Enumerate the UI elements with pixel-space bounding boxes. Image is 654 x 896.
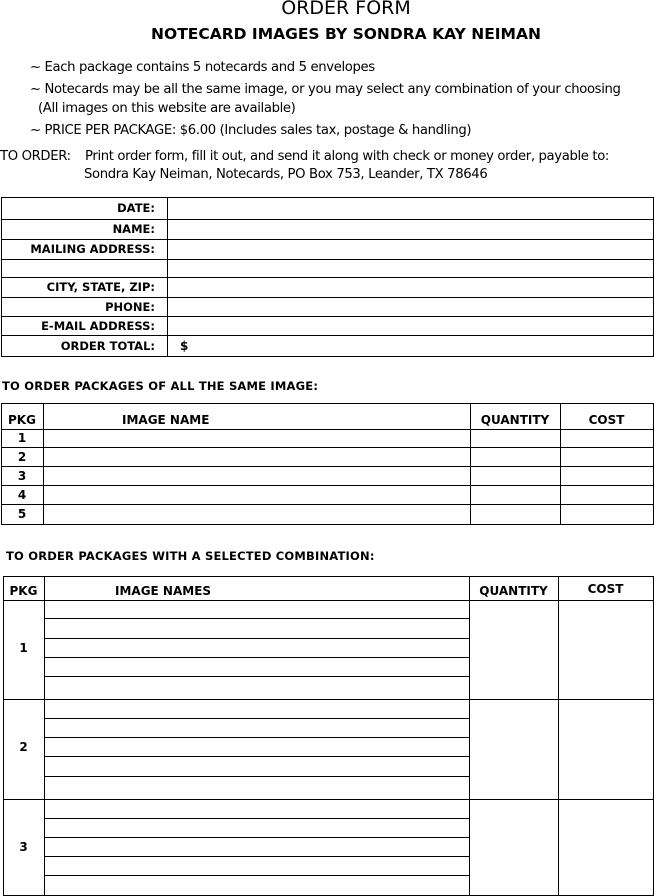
cost-input[interactable] (561, 466, 653, 485)
image-name-input[interactable] (45, 838, 469, 856)
image-name-input[interactable] (45, 757, 469, 776)
image-name-input[interactable] (44, 504, 470, 524)
pkg-number: 3 (19, 840, 28, 854)
to-order-label: TO ORDER: (0, 149, 71, 164)
header-quantity: QUANTITY (480, 413, 550, 427)
page-title: ORDER FORM (281, 0, 411, 19)
mailing-address-text: Sondra Kay Neiman, Notecards, PO Box 753, Leander, TX 78646 (84, 167, 488, 182)
quantity-input[interactable] (471, 429, 560, 447)
form-field-label: E-MAIL ADDRESS: (41, 318, 155, 333)
form-field-input[interactable] (180, 297, 650, 316)
image-name-input[interactable] (45, 719, 469, 737)
quantity-input[interactable] (470, 700, 558, 795)
pkg-number: 4 (17, 487, 27, 502)
form-field-input[interactable] (180, 197, 650, 219)
quantity-input[interactable] (471, 485, 560, 504)
image-name-input[interactable] (45, 777, 469, 795)
form-field-label: NAME: (112, 222, 155, 236)
pkg-number: 1 (17, 431, 27, 445)
form-field-label (1, 259, 167, 277)
form-field-label: MAILING ADDRESS: (30, 242, 155, 256)
to-order-text: Print order form, fill it out, and send it along with check or money order, payable to: (85, 149, 610, 164)
page-subtitle: NOTECARD IMAGES BY SONDRA KAY NEIMAN (151, 25, 541, 43)
form-field-label: ORDER TOTAL: (60, 338, 155, 353)
cost-input[interactable] (561, 485, 653, 504)
form-field-input[interactable] (180, 219, 650, 239)
pkg-number: 3 (17, 468, 27, 483)
form-field-label: CITY, STATE, ZIP: (46, 280, 155, 294)
pkg-number: 2 (17, 449, 27, 464)
header-pkg: PKG (8, 413, 36, 427)
image-name-input[interactable] (45, 601, 469, 618)
cost-input[interactable] (561, 504, 653, 524)
cost-input[interactable] (561, 429, 653, 447)
form-field-label: PHONE: (105, 299, 155, 314)
cost-input[interactable] (559, 601, 653, 695)
header-image-names: IMAGE NAMES (115, 584, 212, 598)
combination-heading: TO ORDER PACKAGES WITH A SELECTED COMBINATION: (6, 549, 375, 563)
image-name-input[interactable] (45, 677, 469, 695)
form-field-label: DATE: (117, 201, 155, 215)
form-field-input[interactable] (180, 277, 650, 297)
header-cost: COST (588, 413, 625, 427)
image-name-input[interactable] (45, 700, 469, 718)
cost-input[interactable] (559, 800, 653, 895)
image-name-input[interactable] (45, 876, 469, 895)
image-name-input[interactable] (45, 619, 469, 638)
quantity-input[interactable] (471, 447, 560, 466)
image-name-input[interactable] (45, 819, 469, 837)
quantity-input[interactable] (471, 504, 560, 524)
image-name-input[interactable] (45, 800, 469, 818)
image-name-input[interactable] (44, 447, 470, 466)
image-name-input[interactable] (44, 466, 470, 485)
same-image-heading: TO ORDER PACKAGES OF ALL THE SAME IMAGE: (2, 379, 319, 393)
header-pkg: PKG (9, 584, 38, 598)
quantity-input[interactable] (471, 466, 560, 485)
quantity-input[interactable] (470, 601, 558, 695)
info-bullet-1: ~ Each package contains 5 notecards and 5 envelopes (30, 60, 375, 75)
pkg-number: 1 (19, 640, 28, 655)
image-name-input[interactable] (44, 485, 470, 504)
quantity-input[interactable] (470, 800, 558, 895)
pkg-number: 5 (17, 507, 27, 521)
form-field-input[interactable] (180, 259, 650, 277)
form-field-input[interactable] (180, 239, 650, 259)
form-field-input[interactable]: $ (180, 338, 189, 353)
image-name-input[interactable] (45, 738, 469, 756)
form-field-input[interactable] (180, 316, 650, 335)
pkg-number: 2 (19, 740, 28, 754)
image-name-input[interactable] (45, 857, 469, 875)
image-name-input[interactable] (45, 658, 469, 676)
header-quantity: QUANTITY (479, 584, 548, 598)
image-name-input[interactable] (45, 639, 469, 657)
header-cost: COST (587, 582, 624, 596)
header-image-name: IMAGE NAME (122, 413, 210, 427)
image-name-input[interactable] (44, 429, 470, 447)
info-bullet-2-note: (All images on this website are available) (38, 101, 296, 116)
info-bullet-3: ~ PRICE PER PACKAGE: $6.00 (Includes sales tax, postage & handling) (30, 123, 472, 138)
cost-input[interactable] (561, 447, 653, 466)
cost-input[interactable] (559, 700, 653, 795)
info-bullet-2: ~ Notecards may be all the same image, or you may select any combination of your choosing (30, 82, 621, 97)
